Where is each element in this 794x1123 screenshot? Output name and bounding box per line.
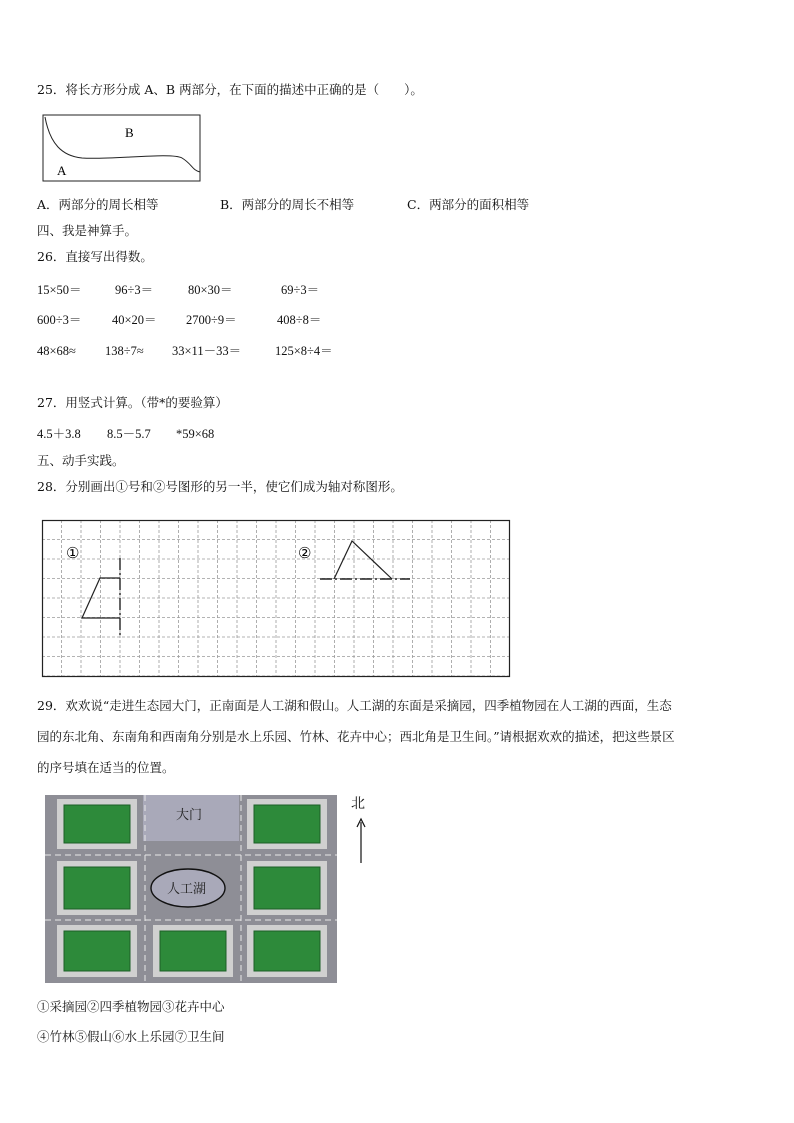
q26-item: 600÷3＝ — [37, 313, 82, 327]
figure-1-mark: ① — [66, 544, 80, 562]
park-map — [45, 795, 337, 983]
gate-label: 大门 — [176, 808, 203, 823]
q26-item: 138÷7≈ — [105, 344, 144, 358]
q27-stem: 27．用竖式计算。（带*的要验算） — [37, 395, 228, 410]
legend-line-2: ④竹林⑤假山⑥水上乐园⑦卫生间 — [37, 1029, 225, 1044]
lawn — [64, 805, 130, 843]
q26-item: 2700÷9＝ — [186, 313, 237, 327]
q25-stem: 25．将长方形分成 A、B 两部分，在下面的描述中正确的是（ ）。 — [37, 82, 423, 97]
q25-option-c: C．两部分的面积相等 — [407, 197, 530, 212]
q26-item: 80×30＝ — [188, 283, 233, 297]
q26-item: 40×20＝ — [112, 313, 157, 327]
legend-line-1: ①采摘园②四季植物园③花卉中心 — [37, 999, 225, 1014]
q27-item: 4.5＋3.8 — [37, 427, 81, 441]
q28-stem: 28．分别画出①号和②号图形的另一半，使它们成为轴对称图形。 — [37, 479, 403, 494]
lawn — [64, 931, 130, 971]
q26-item: 48×68≈ — [37, 344, 76, 358]
q25-option-b: B．两部分的周长不相等 — [220, 197, 355, 212]
figure-1-half-trapezoid — [82, 558, 120, 635]
section-5-title: 五、动手实践。 — [37, 453, 125, 468]
q26-item: 125×8÷4＝ — [275, 344, 333, 358]
q26-stem: 26．直接写出得数。 — [37, 249, 153, 264]
q25-option-a: A．两部分的周长相等 — [37, 197, 159, 212]
grid-lines — [42, 520, 510, 677]
q25-rectangle-figure — [42, 114, 202, 182]
lawn — [254, 931, 320, 971]
lawn — [160, 931, 226, 971]
q28-dotted-grid — [42, 520, 512, 678]
q29-text-line-1: 29．欢欢说“走进生态园大门，正南面是人工湖和假山。人工湖的东面是采摘园，四季植物园在人工湖的西面，生态 — [37, 698, 672, 713]
lawn — [254, 867, 320, 909]
figure-2-mark: ② — [298, 544, 312, 562]
q26-item: 33×11－33＝ — [172, 344, 242, 358]
north-arrow-icon — [355, 818, 367, 864]
q26-item: 408÷8＝ — [277, 313, 322, 327]
q26-item: 15×50＝ — [37, 283, 82, 297]
q29-text-line-2: 园的东北角、东南角和西南角分别是水上乐园、竹林、花卉中心；西北角是卫生间。”请根据欢欢的描述，把这些景区 — [37, 729, 675, 744]
north-label: 北 — [351, 796, 365, 812]
lawn — [254, 805, 320, 843]
q25-label-b: B — [125, 125, 134, 140]
figure-2-half-triangle — [320, 541, 410, 579]
q27-item: *59×68 — [176, 427, 215, 441]
lake-label: 人工湖 — [167, 882, 207, 897]
q29-text-line-3: 的序号填在适当的位置。 — [37, 760, 175, 775]
q27-item: 8.5－5.7 — [107, 427, 151, 441]
q25-label-a: A — [57, 163, 67, 178]
q26-item: 96÷3＝ — [115, 283, 154, 297]
section-4-title: 四、我是神算手。 — [37, 223, 138, 238]
q26-item: 69÷3＝ — [281, 283, 320, 297]
lawn — [64, 867, 130, 909]
